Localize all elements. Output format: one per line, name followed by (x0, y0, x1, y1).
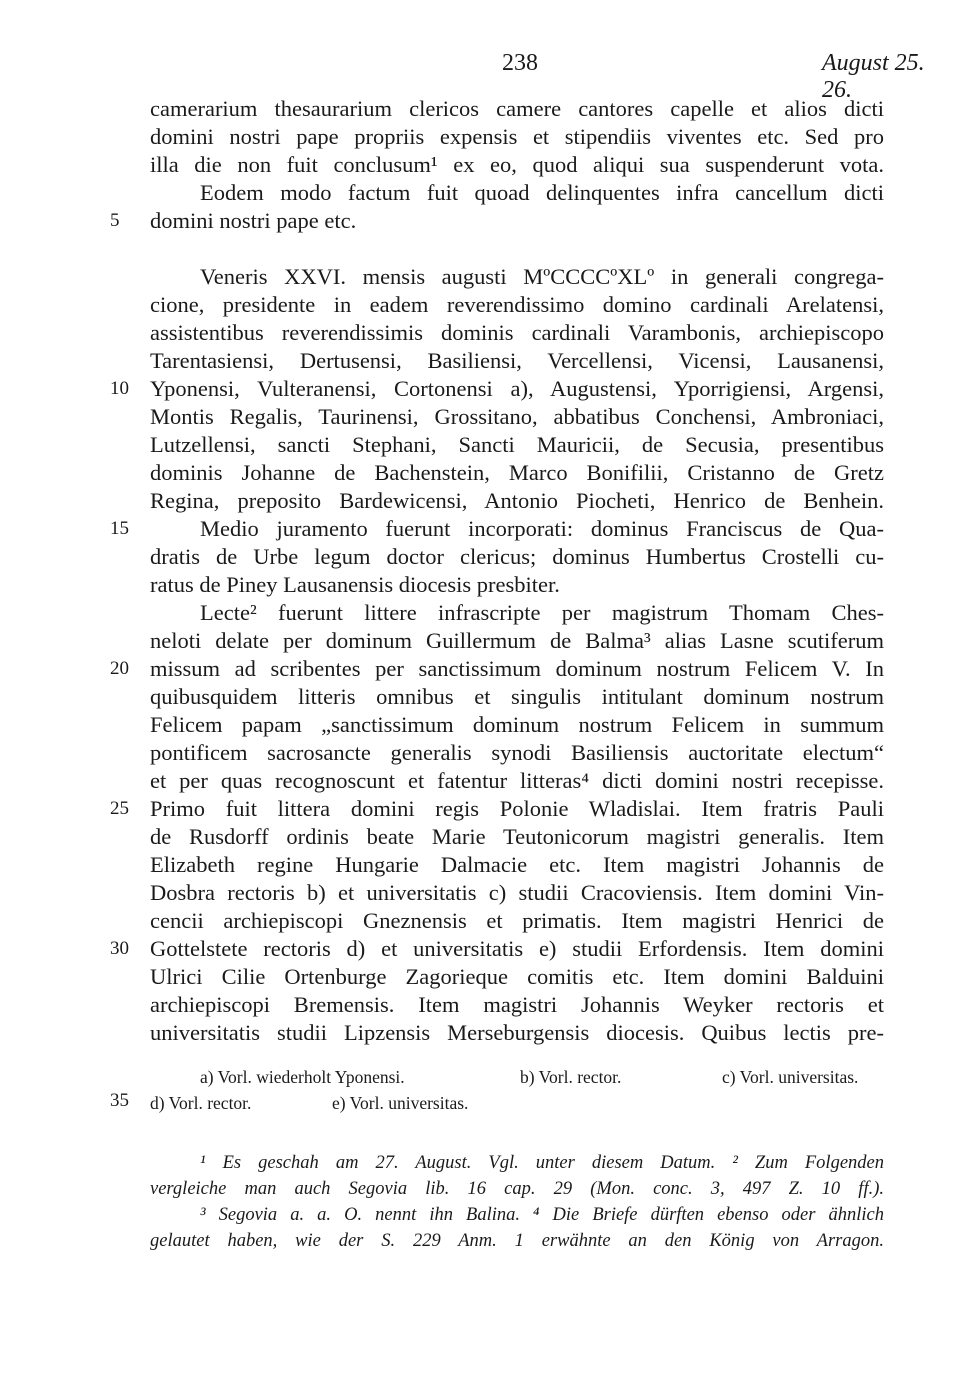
text-line: Gottelstete rectoris d) et universitatis e) studii Erfordensis. Item domini (150, 936, 884, 961)
footnote-line: ¹ Es geschah am 27. August. Vgl. unter diesem Datum. ² Zum Folgenden (200, 1153, 884, 1173)
running-head: August 25. 26. (822, 50, 925, 103)
line-number: 5 (110, 210, 120, 231)
text-line: Dosbra rectoris b) et universitatis c) studii Cracoviensis. Item domini Vin- (150, 880, 884, 905)
text-line: Felicem papam „sanctissimum dominum nostrum Felicem in summum (150, 712, 884, 737)
text-line: ratus de Piney Lausanensis diocesis presbiter. (150, 572, 560, 597)
variant-note-a: a) Vorl. wiederholt Yponensi. (200, 1067, 405, 1087)
text-line: Ulrici Cilie Ortenburge Zagorieque comitis etc. Item domini Balduini (150, 964, 884, 989)
text-line: camerarium thesaurarium clericos camere cantores capelle et alios dicti (150, 96, 884, 121)
line-number: 15 (110, 518, 129, 539)
line-number: 35 (110, 1090, 129, 1111)
footnote-line: gelautet haben, wie der S. 229 Anm. 1 erwähnte an den König von Arragon. (150, 1231, 884, 1251)
text-line: Veneris XXVI. mensis augusti MºCCCCºXLº in generali congrega- (200, 264, 884, 289)
variant-note-c: c) Vorl. universitas. (722, 1067, 859, 1087)
footnote-line: vergleiche man auch Segovia lib. 16 cap. 29 (Mon. conc. 3, 497 Z. 10 ff.). (150, 1179, 884, 1199)
line-number: 25 (110, 798, 129, 819)
text-line: Lecte² fuerunt littere infrascripte per magistrum Thomam Ches- (200, 600, 884, 625)
footnote-line: ³ Segovia a. a. O. nennt ihn Balina. ⁴ Die Briefe dürften ebenso oder ähnlich (200, 1205, 884, 1225)
text-line: pontificem sacrosancte generalis synodi Basiliensis auctoritate electum“ (150, 740, 884, 765)
text-line: Montis Regalis, Taurinensi, Grossitano, abbatibus Conchensi, Ambroniaci, (150, 404, 884, 429)
text-line: Eodem modo factum fuit quoad delinquentes infra cancellum dicti (200, 180, 884, 205)
text-line: Elizabeth regine Hungarie Dalmacie etc. Item magistri Johannis de (150, 852, 884, 877)
variant-note-b: b) Vorl. rector. (520, 1067, 622, 1087)
line-number: 10 (110, 378, 129, 399)
text-line: illa die non fuit conclusum¹ ex eo, quod aliqui sua suspenderunt vota. (150, 152, 884, 177)
variant-note-e: e) Vorl. universitas. (332, 1093, 469, 1113)
text-line: domini nostri pape propriis expensis et stipendiis viventes etc. Sed pro (150, 124, 884, 149)
text-line: dominis Johanne de Bachenstein, Marco Bonifilii, Cristanno de Gretz (150, 460, 884, 485)
text-line: assistentibus reverendissimis dominis cardinali Varambonis, archiepiscopo (150, 320, 884, 345)
text-line: cione, presidente in eadem reverendissimo domino cardinali Arelatensi, (150, 292, 884, 317)
text-line: domini nostri pape etc. (150, 208, 357, 233)
text-line: quibusquidem litteris omnibus et singulis intitulant dominum nostrum (150, 684, 884, 709)
text-line: Medio juramento fuerunt incorporati: dominus Franciscus de Qua- (200, 516, 884, 541)
text-line: universitatis studii Lipzensis Merseburgensis diocesis. Quibus lectis pre- (150, 1020, 884, 1045)
line-number: 20 (110, 658, 129, 679)
text-line: Yponensi, Vulteranensi, Cortonensi a), Augustensi, Yporrigiensi, Argensi, (150, 376, 884, 401)
page-header (0, 50, 960, 103)
text-line: Regina, preposito Bardewicensi, Antonio Piocheti, Henrico de Benhein. (150, 488, 884, 513)
text-line: dratis de Urbe legum doctor clericus; dominus Humbertus Crostelli cu- (150, 544, 884, 569)
text-line: cencii archiepiscopi Gneznensis et primatis. Item magistri Henrici de (150, 908, 884, 933)
page-number: 238 (502, 50, 538, 76)
text-line: missum ad scribentes per sanctissimum dominum nostrum Felicem V. In (150, 656, 884, 681)
text-line: et per quas recognoscunt et fatentur litteras⁴ dicti domini nostri recepisse. (150, 768, 884, 793)
variant-note-d: d) Vorl. rector. (150, 1093, 252, 1113)
line-number: 30 (110, 938, 129, 959)
text-line: neloti delate per dominum Guillermum de Balma³ alias Lasne scutiferum (150, 628, 884, 653)
text-line: Lutzellensi, sancti Stephani, Sancti Mauricii, de Secusia, presentibus (150, 432, 884, 457)
text-line: Primo fuit littera domini regis Polonie Wladislai. Item fratris Pauli (150, 796, 884, 821)
text-line: de Rusdorff ordinis beate Marie Teutonicorum magistri generalis. Item (150, 824, 884, 849)
text-line: Tarentasiensi, Dertusensi, Basiliensi, Vercellensi, Vicensi, Lausanensi, (150, 348, 884, 373)
text-line: archiepiscopi Bremensis. Item magistri Johannis Weyker rectoris et (150, 992, 884, 1017)
